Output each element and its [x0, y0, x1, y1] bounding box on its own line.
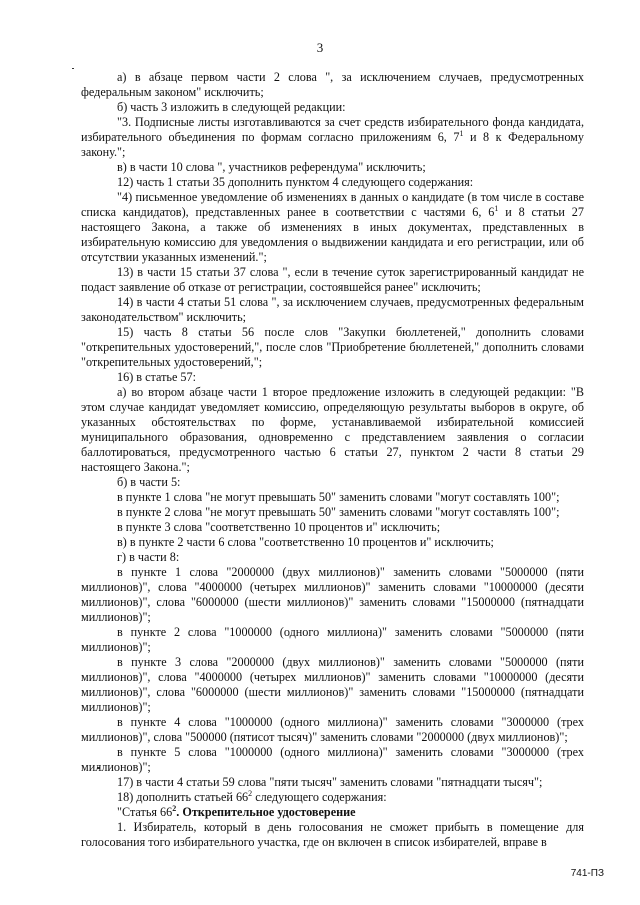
paragraph: "4) письменное уведомление об изменениях в данных о кандидате (в том числе в составе списка кандидатов), представленных ранее в соответствии с частями 6, $6^1$ и 8 статьи 27 настоящего Закона, а также об изменениях в иных документах, представленных в избирательную комиссию для уведомления о выдвижении кандидата и его регистрации, или об отсутствии указанных изменений.";: [81, 190, 584, 264]
paragraph: в) в части 10 слова ", участников референдума" исключить;: [117, 160, 426, 174]
paragraph: в пункте 2 слова "1000000 (одного миллиона)" заменить словами "5000000 (пяти миллионов)";: [81, 625, 584, 654]
superscript: 1: [459, 128, 464, 138]
page-number: 3: [316, 40, 324, 55]
scan-speck: [72, 68, 74, 69]
paragraph: в пункте 5 слова "1000000 (одного миллиона)" заменить словами "3000000 (трех миллионов)";: [81, 745, 584, 774]
superscript: 2: [172, 803, 177, 813]
paragraph: 14) в части 4 статьи 51 слова ", за исключением случаев, предусмотренных федеральным законодательством" исключить;: [81, 295, 584, 324]
paragraph: в пункте 4 слова "1000000 (одного миллиона)" заменить словами "3000000 (трех миллионов)", слова "500000 (пятисот тысяч)" заменить словами "2000000 (двух миллионов)";: [81, 715, 584, 744]
paragraph: в) в пункте 2 части 6 слова "соответственно 10 процентов и" исключить;: [117, 535, 494, 549]
paragraph: г) в части 8:: [117, 550, 180, 564]
paragraph: а) во втором абзаце части 1 второе предложение изложить в следующей редакции: "В этом случае кандидат уведомляет комиссию, определяющую результаты выборов в округе, об указанных обстоятельствах по форме, устанавливаемой избирательной комиссией муниципального образования, одновременно с представлением заявления о согласии баллотироваться, предусмотренного частью 6 статьи 27, пунктом 2 части 8 статьи 29 настоящего Закона.";: [81, 385, 584, 474]
paragraph: в пункте 3 слова "2000000 (двух миллионов)" заменить словами "5000000 (пяти миллионов)", слова "4000000 (четырех миллионов)" заменить словами "10000000 (десяти миллионов)", слова "6000000 (шести миллионов)" заменить словами "15000000 (пятнадцати миллионов)";: [81, 655, 584, 714]
paragraph: 1. Избиратель, который в день голосования не сможет прибыть в помещение для голосования того избирательного участка, где он включен в список избирателей, вправе в: [81, 820, 584, 849]
body-text: [81, 70, 584, 850]
superscript: 1: [494, 203, 499, 213]
paragraph: 12) часть 1 статьи 35 дополнить пунктом 4 следующего содержания:: [117, 175, 474, 189]
document-code: 741-ПЗ: [570, 868, 604, 879]
paragraph: 15) часть 8 статьи 56 после слов "Закупки бюллетеней," дополнить словами "открепительных удостоверений,", после слов "Приобретение бюллетеней," дополнить словами "открепительных удостоверений,";: [81, 325, 584, 369]
paragraph: 17) в части 4 статьи 59 слова "пяти тысяч" заменить словами "пятнадцати тысяч";: [117, 775, 543, 789]
paragraph: 13) в части 15 статьи 37 слова ", если в течение суток зарегистрированный кандидат не подаст заявление об отказе от регистрации, состоявшейся ранее" исключить;: [81, 265, 584, 294]
paragraph: б) часть 3 изложить в следующей редакции:: [117, 100, 346, 114]
paragraph: 18) дополнить статьей $66^2$ следующего содержания:: [117, 788, 387, 804]
superscript: 2: [248, 788, 253, 798]
paragraph: 16) в статье 57:: [117, 370, 196, 384]
paragraph: в пункте 1 слова "2000000 (двух миллионов)" заменить словами "5000000 (пяти миллионов)", слова "4000000 (четырех миллионов)" заменить словами "10000000 (десяти миллионов)", слова "6000000 (шести миллионов)" заменить словами "15000000 (пятнадцати миллионов)";: [81, 565, 584, 624]
paragraph: а) в абзаце первом части 2 слова ", за исключением случаев, предусмотренных федеральным законом" исключить;: [81, 70, 584, 99]
paragraph: б) в части 5:: [117, 475, 181, 489]
article-title: "Статья $66^2$. Открепительное удостоверение: [117, 803, 356, 819]
paragraph: в пункте 1 слова "не могут превышать 50" заменить словами "могут составлять 100";: [117, 490, 560, 504]
paragraph: в пункте 3 слова "соответственно 10 процентов и" исключить;: [117, 520, 441, 534]
paragraph: "3. Подписные листы изготавливаются за счет средств избирательного фонда кандидата, избирательного объединения по формам согласно приложениям 6, $7^1$ и 8 к Федеральному закону.";: [81, 115, 584, 159]
paragraph: в пункте 2 слова "не могут превышать 50" заменить словами "могут составлять 100";: [117, 505, 560, 519]
